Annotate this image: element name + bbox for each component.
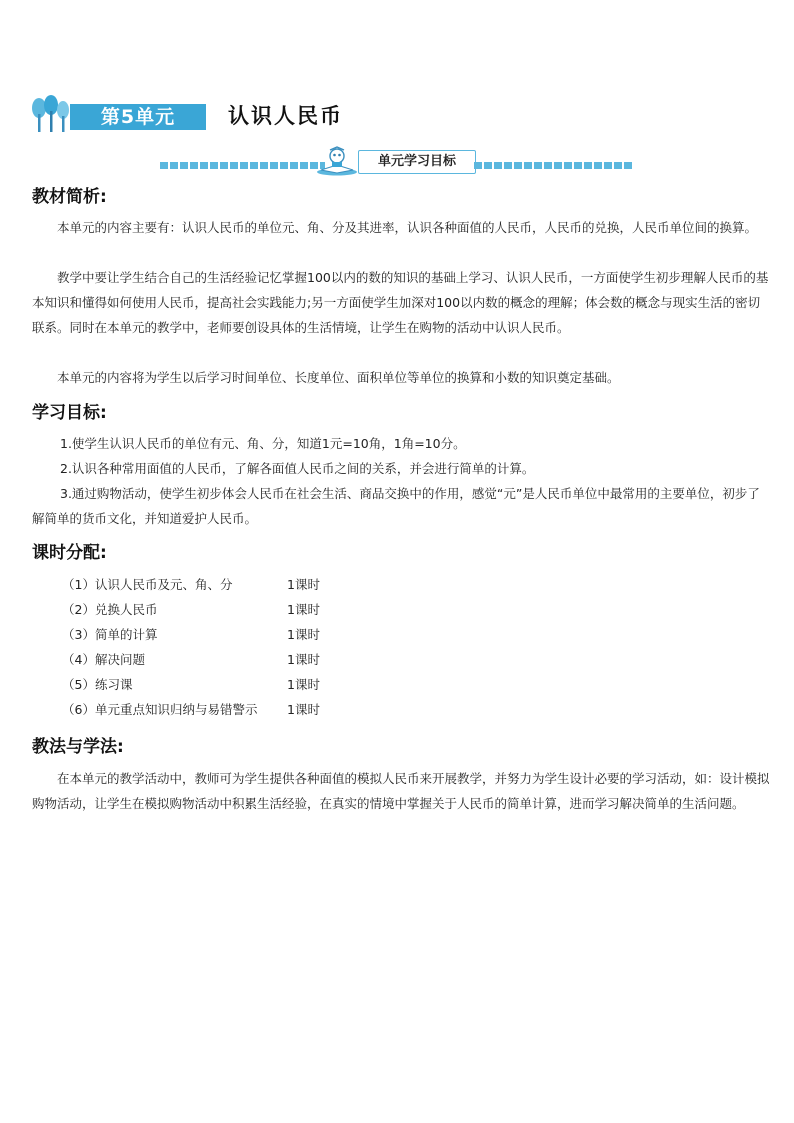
unit-header [30,94,390,134]
section-heading-analysis: 教材简析: [32,187,107,207]
lesson-hours: 1课时 [287,677,320,692]
lesson-name: （4）解决问题 [62,652,145,667]
goal-item-2: 2.认识各种常用面值的人民币，了解各面值人民币之间的关系，并会进行简单的计算。 [60,461,535,476]
unit-goals-banner [160,146,634,176]
analysis-paragraph-3: 本单元的内容将为学生以后学习时间单位、长度单位、面积单位等单位的换算和小数的知识奠定基础。 [57,370,620,385]
unit-title: 认识人民币 [228,104,343,128]
trees-icon [30,94,70,134]
methods-paragraph-1: 在本单元的教学活动中，教师可为学生提供各种面值的模拟人民币来开展教学，并努力为学生设计必要的学习活动，如：设计模拟购物活动，让学生在模拟购物活动中积累生活经验，在真实的情境中掌握关于人民币的简单计算，进而学习解决简单的生活问题。 [32,771,770,811]
lesson-name: （1）认识人民币及元、角、分 [62,577,233,592]
banner-stripe-left [160,162,325,169]
goal-item-1: 1.使学生认识人民币的单位有元、角、分，知道1元=10角，1角=10分。 [60,436,466,451]
lesson-hours: 1课时 [287,702,320,717]
lesson-name: （2）兑换人民币 [62,602,158,617]
unit-goals-label: 单元学习目标 [358,150,476,174]
lesson-hours: 1课时 [287,652,320,667]
section-heading-schedule: 课时分配: [32,543,107,563]
unit-badge: 第5单元 [70,104,206,130]
lesson-name: （6）单元重点知识归纳与易错警示 [62,702,258,717]
section-heading-goals: 学习目标: [32,403,107,423]
goal-item-3: 3.通过购物活动，使学生初步体会人民币在社会生活、商品交换中的作用，感觉“元”是人民币单位中最常用的主要单位，初步了解简单的货币文化，并知道爱护人民币。 [32,486,760,526]
lesson-hours: 1课时 [287,627,320,642]
lesson-name: （3）简单的计算 [62,627,158,642]
banner-stripe-right [474,162,634,169]
analysis-paragraph-2: 教学中要让学生结合自己的生活经验记忆掌握100以内的数的知识的基础上学习、认识人民币，一方面使学生初步理解人民币的基本知识和懂得如何使用人民币，提高社会实践能力;另一方面使学生加深对100以内数的概念的理解；体会数的概念与现实生活的密切联系。同时在本单元的教学中，老师要创设具体的生活情境，让学生在购物的活动中认识人民币。 [32,270,769,335]
analysis-paragraph-1: 本单元的内容主要有：认识人民币的单位元、角、分及其进率，认识各种面值的人民币，人民币的兑换，人民币单位间的换算。 [57,220,758,235]
lesson-name: （5）练习课 [62,677,133,692]
lesson-hours: 1课时 [287,577,320,592]
lesson-hours: 1课时 [287,602,320,617]
section-heading-methods: 教法与学法: [32,737,124,757]
reading-mascot-icon [315,146,359,176]
